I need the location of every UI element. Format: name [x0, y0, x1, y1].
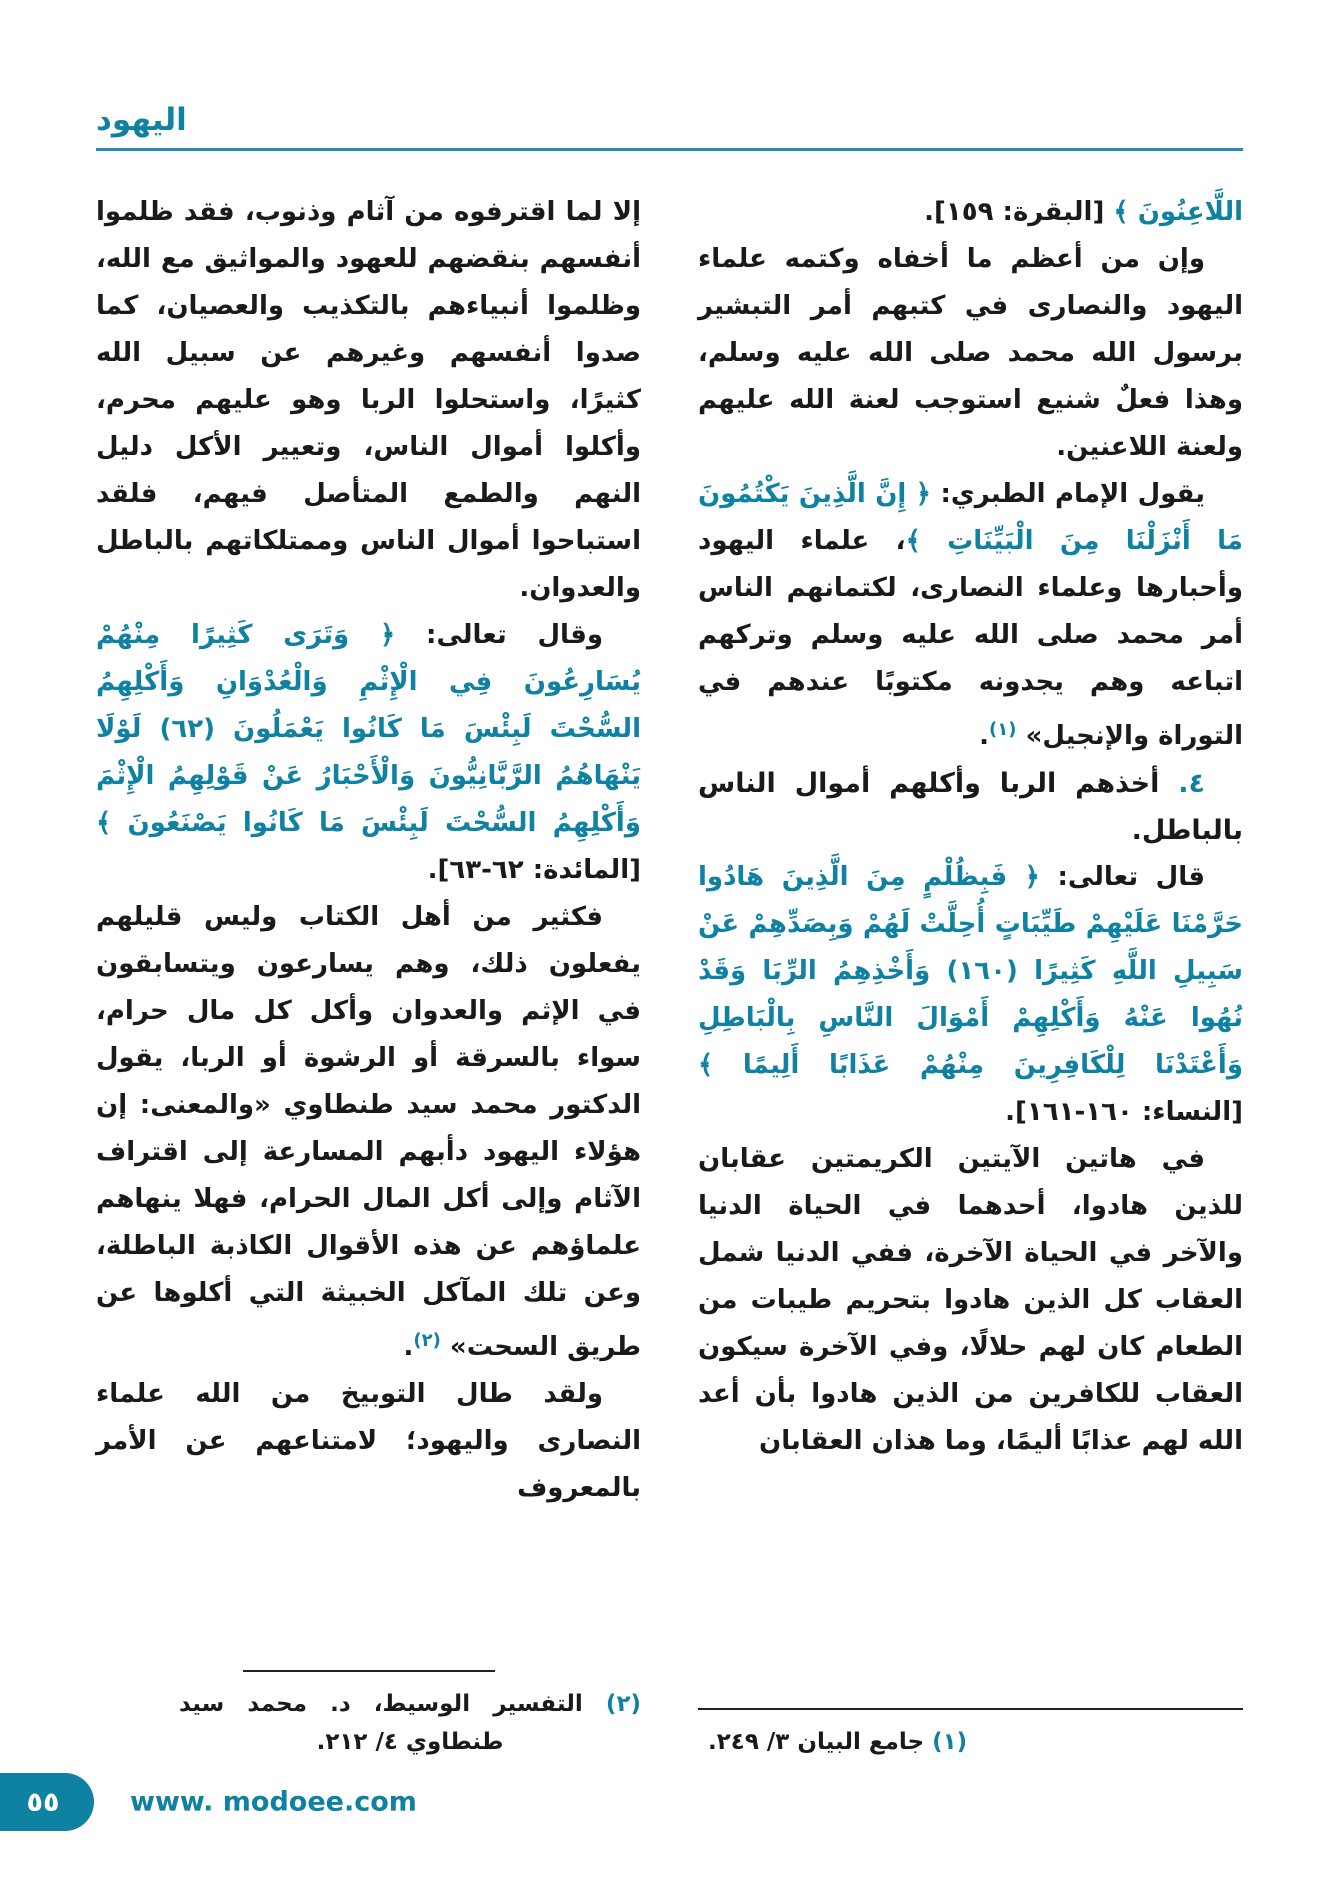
paragraph [96, 894, 641, 1371]
heading-text: أخذهم الربا وأكلهم أموال الناس بالباطل. [698, 768, 1243, 846]
running-head-title: اليهود [96, 102, 187, 138]
website-text: www. modoee.com [130, 1786, 417, 1818]
column-body-right [698, 189, 1243, 1465]
footnote-marker: (١) [932, 1729, 968, 1755]
footnote [179, 1685, 641, 1761]
page-number: ٥٥ [26, 1786, 60, 1818]
text-segment: . [403, 1332, 414, 1362]
paragraph [698, 854, 1243, 1136]
footnote-area-right [698, 1708, 1243, 1761]
footnote [698, 1723, 1243, 1761]
footnote-ref-marker: (٢) [413, 1330, 441, 1351]
page-footer [0, 1773, 1339, 1831]
footnote-marker: (٢) [605, 1691, 641, 1717]
section-heading [698, 760, 1243, 854]
paragraph: ولقد طال التوبيخ من الله علماء النصارى واليهود؛ لامتناعهم عن الأمر بالمعروف [96, 1379, 641, 1503]
text-segment: . [979, 721, 990, 751]
paragraph: في هاتين الآيتين الكريمتين عقابان للذين هادوا، أحدهما في الحياة الدنيا والآخر في الحياة الآخرة، ففي الدنيا شمل العقاب كل الذين هادوا بتحريم طيبات من الطعام كان لهم حلالًا، وفي الآخرة سيكون العقاب للكافرين من الذين هادوا بأن أعد الله لهم عذابًا أليمًا، وما هذان العقابان [698, 1144, 1243, 1456]
verse-reference: [النساء: ١٦٠-١٦١]. [1005, 1097, 1243, 1127]
quran-verse: اللَّاعِنُونَ ﴾ [1113, 197, 1243, 227]
paragraph [96, 612, 641, 894]
paragraph [698, 189, 1243, 236]
footnote-separator [243, 1670, 495, 1672]
column-body-left [96, 189, 641, 1512]
quran-verse: ﴿ وَتَرَى كَثِيرًا مِنْهُمْ يُسَارِعُونَ فِي الْإِثْمِ وَالْعُدْوَانِ وَأَكْلِهِمُ السُّحْتَ لَبِئْسَ مَا كَانُوا يَعْمَلُونَ (٦٢) لَوْلَا يَنْهَاهُمُ الرَّبَّانِيُّونَ وَالْأَحْبَارُ عَنْ قَوْلِهِمُ الْإِثْمَ وَأَكْلِهِمُ السُّحْتَ لَبِئْسَ مَا كَانُوا يَصْنَعُونَ ﴾ [96, 620, 641, 838]
paragraph: وإن من أعظم ما أخفاه وكتمه علماء اليهود والنصارى في كتبهم أمر التبشير برسول الله محمد صلى الله عليه وسلم، وهذا فعلٌ شنيع استوجب لعنة الله عليهم ولعنة اللاعنين. [698, 244, 1243, 462]
page-header [96, 0, 1243, 151]
footnote-text: جامع البيان ٣/ ٢٤٩. [708, 1729, 933, 1755]
column-right [698, 189, 1243, 1761]
text-segment: فكثير من أهل الكتاب وليس قليلهم يفعلون ذلك، وهم يسارعون ويتسابقون في الإثم والعدوان وأكل كل مال حرام، سواء بالسرقة أو الرشوة أو الربا، يقول الدكتور محمد سيد طنطاوي «والمعنى: إن هؤلاء اليهود دأبهم المسارعة إلى اقتراف الآثام وإلى أكل المال الحرام، فهلا ينهاهم علماؤهم عن هذه الأقوال الكاذبة الباطلة، وعن تلك المآكل الخبيثة التي أكلوها عن طريق السحت» [96, 902, 641, 1362]
footnote-separator [698, 1708, 1243, 1710]
text-segment: ، علماء اليهود وأحبارها وعلماء النصارى، لكتمانهم الناس أمر محمد صلى الله عليه وسلم وتركهم اتباعه وهم يجدونه مكتوبًا عندهم في التوراة والإنجيل» [698, 526, 1243, 751]
paragraph [698, 471, 1243, 760]
text-segment: وقال تعالى: [395, 620, 604, 650]
heading-number: ٤. [1178, 768, 1205, 799]
paragraph: إلا لما اقترفوه من آثام وذنوب، فقد ظلموا أنفسهم بنقضهم للعهود والمواثيق مع الله، وظلموا أنبياءهم بالتكذيب والعصيان، كما صدوا أنفسهم وغيرهم عن سبيل الله كثيرًا، واستحلوا الربا وهو عليهم محرم، وأكلوا أموال الناس، وتعيير الأكل دليل النهم والطمع المتأصل فيهم، فلقد استباحوا أموال الناس وممتلكاتهم بالباطل والعدوان. [96, 197, 641, 603]
footnote-area-left [96, 1670, 641, 1761]
footnote-ref-marker: (١) [989, 719, 1017, 740]
verse-reference: [المائدة: ٦٢-٦٣]. [427, 855, 641, 885]
quran-verse: ﴿ فَبِظُلْمٍ مِنَ الَّذِينَ هَادُوا حَرَّمْنَا عَلَيْهِمْ طَيِّبَاتٍ أُحِلَّتْ لَهُمْ وَبِصَدِّهِمْ عَنْ سَبِيلِ اللَّهِ كَثِيرًا (١٦٠) وَأَخْذِهِمُ الرِّبَا وَقَدْ نُهُوا عَنْهُ وَأَكْلِهِمْ أَمْوَالَ النَّاسِ بِالْبَاطِلِ وَأَعْتَدْنَا لِلْكَافِرِينَ مِنْهُمْ عَذَابًا أَلِيمًا ﴾ [698, 862, 1243, 1080]
column-left [96, 189, 641, 1761]
quran-verse: ﴿ إِنَّ الَّذِينَ يَكْتُمُونَ مَا أَنْزَلْنَا مِنَ الْبَيِّنَاتِ ﴾ [698, 479, 1243, 556]
verse-reference: [البقرة: ١٥٩]. [924, 197, 1114, 227]
text-segment: يقول الإمام الطبري: [931, 479, 1205, 509]
header-rule [96, 148, 1243, 151]
page-number-badge [0, 1773, 94, 1831]
footnote-text: التفسير الوسيط، د. محمد سيد طنطاوي ٤/ ٢١٢. [179, 1691, 606, 1755]
text-columns [96, 189, 1243, 1761]
text-segment: قال تعالى: [1039, 862, 1205, 892]
